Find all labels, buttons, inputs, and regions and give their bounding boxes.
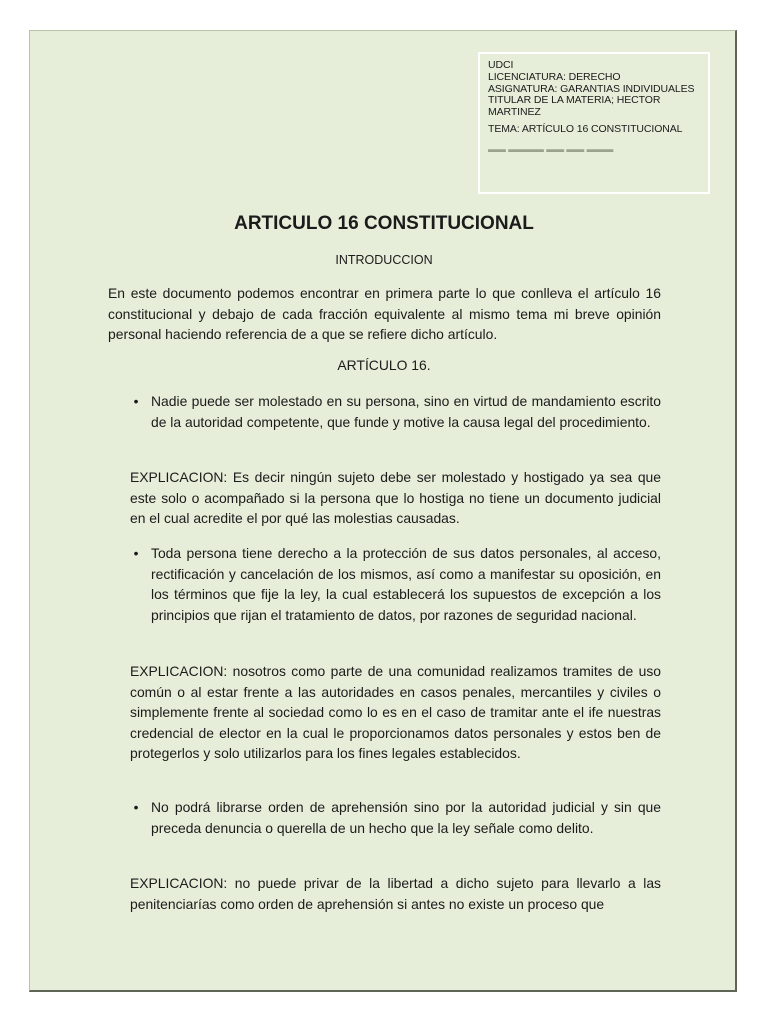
info-line-school: UDCI [488, 59, 514, 71]
bullet-text: No podrá librarse orden de aprehensión sino por la autoridad judicial y sin que preceda denuncia o querella de un hecho que la ley señale como delito. [151, 799, 661, 836]
info-line-teacher: TITULAR DE LA MATERIA; HECTOR MARTINEZ [488, 94, 661, 119]
intro-paragraph: En este documento podemos encontrar en primera parte lo que conlleva el artículo 16 constitucional y debajo de cada fracción equivalente al mismo tema mi breve opinión personal haciendo referencia de a que se refiere dicho artículo. [108, 285, 661, 342]
document-title: ARTICULO 16 CONSTITUCIONAL [234, 213, 534, 234]
bullet-item-2 [130, 543, 661, 625]
article-heading: ARTÍCULO 16. [337, 357, 431, 373]
info-line-topic: TEMA: ARTÍCULO 16 CONSTITUCIONAL [488, 122, 683, 135]
section-subtitle: INTRODUCCION [335, 253, 433, 267]
bullet-item-1 [130, 391, 661, 432]
bullet-item-3 [130, 797, 661, 838]
bullet-marker: • [133, 545, 139, 561]
info-line-subject: ASIGNATURA: GARANTIAS INDIVIDUALES [488, 82, 695, 95]
document-page [29, 30, 737, 992]
bullet-text: Toda persona tiene derecho a la protección de sus datos personales, al acceso, rectificación y cancelación de los mismos, así como a manifestar su oposición, en los términos que fije la ley, la cual establecerá los supuestos de excepción a los principios que rijan el tratamiento de datos, por razones de seguridad nacional. [151, 545, 661, 623]
bullet-marker: • [133, 393, 139, 409]
explanation-paragraph-2: EXPLICACION: nosotros como parte de una comunidad realizamos tramites de uso común o al estar frente a las autoridades en casos penales, mercantiles y civiles o simplemente frente al sociedad como lo es en el caso de tramitar ante el ife nuestras credencial de elector en la cual le proporcionamos datos personales y estos ben de protegerlos y solo utilizarlos para los fines legales establecidos. [130, 663, 661, 761]
explanation-paragraph-3: EXPLICACION: no puede privar de la libertad a dicho sujeto para llevarlo a las penitenciarías como orden de aprehensión si antes no existe un proceso que [130, 875, 661, 912]
info-line-degree: LICENCIATURA: DERECHO [488, 70, 621, 83]
cut-off-text-line: ▬▬ ▬▬▬▬ ▬▬ ▬▬ ▬▬▬ [488, 143, 614, 154]
bullet-text: Nadie puede ser molestado en su persona, sino en virtud de mandamiento escrito de la autoridad competente, que funde y motive la causa legal del procedimiento. [151, 393, 661, 430]
course-info-box [478, 52, 710, 194]
bullet-marker: • [133, 799, 139, 815]
explanation-paragraph-1: EXPLICACION: Es decir ningún sujeto debe ser molestado y hostigado ya sea que este solo o acompañado si la persona que lo hostiga no tiene un documento judicial en el cual acredite el por qué las molestias causadas. [130, 469, 661, 526]
